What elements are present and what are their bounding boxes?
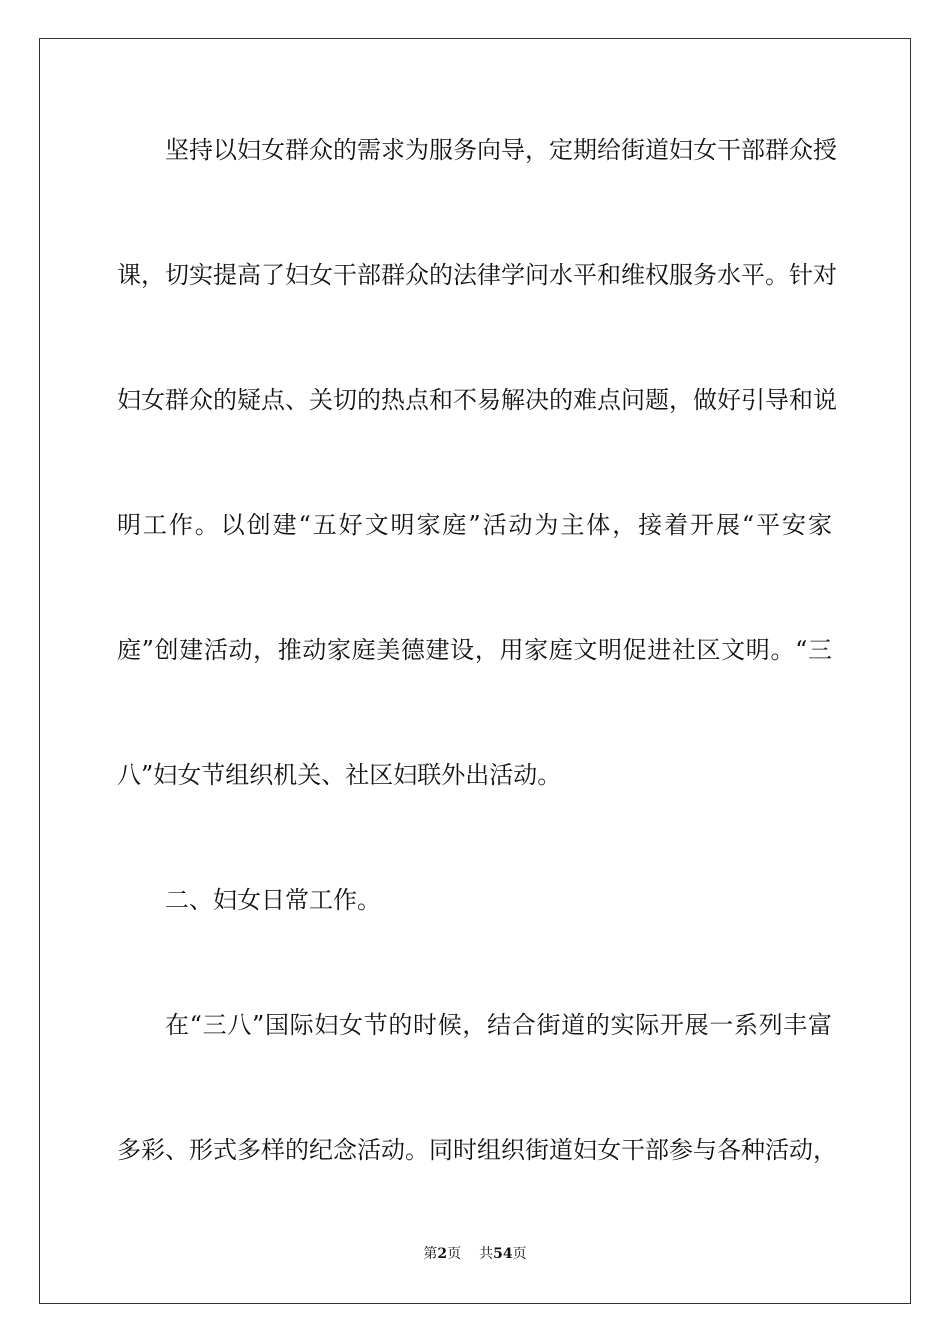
text-line-8: 在“三八”国际妇女节的时候，结合街道的实际开展一系列丰富	[165, 1011, 832, 1039]
text-line-4: 明工作。以创建“五好文明家庭”活动为主体，接着开展“平安家	[117, 511, 832, 539]
text-line-3: 妇女群众的疑点、关切的热点和不易解决的难点问题，做好引导和说	[117, 386, 837, 414]
total-pages: 54	[493, 1246, 513, 1262]
text-line-9: 多彩、形式多样的纪念活动。同时组织街道妇女干部参与各种活动，	[117, 1136, 837, 1164]
page-footer	[0, 1244, 950, 1264]
text-line-1: 坚持以妇女群众的需求为服务向导，定期给街道妇女干部群众授	[165, 136, 837, 164]
text-line-5: 庭”创建活动，推动家庭美德建设，用家庭文明促进社区文明。“三	[117, 636, 832, 664]
page-prefix: 第	[423, 1246, 438, 1262]
page-number: 2	[437, 1246, 448, 1262]
page-suffix: 页	[447, 1246, 462, 1262]
text-line-2: 课，切实提高了妇女干部群众的法律学问水平和维权服务水平。针对	[117, 261, 837, 289]
total-prefix: 共	[479, 1246, 494, 1262]
total-suffix: 页	[512, 1246, 527, 1262]
section-heading: 二、妇女日常工作。	[165, 886, 381, 914]
page-border	[39, 38, 911, 1304]
text-line-6: 八”妇女节组织机关、社区妇联外出活动。	[117, 761, 562, 789]
